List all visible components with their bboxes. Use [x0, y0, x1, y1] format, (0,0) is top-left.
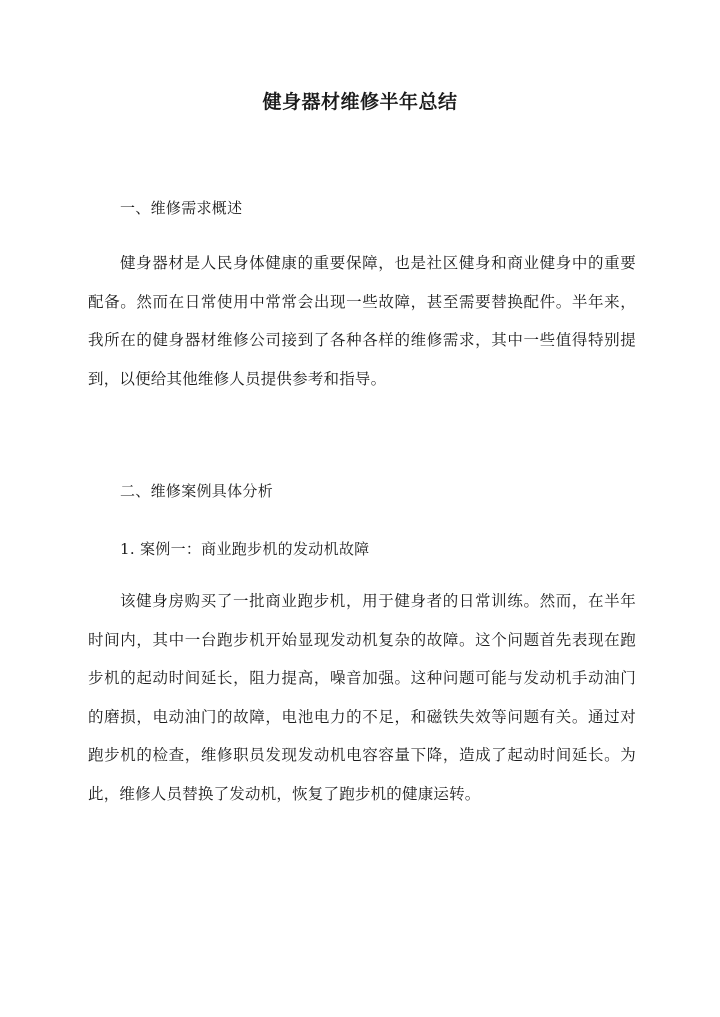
case-1-heading: 1. 案例一：商业跑步机的发动机故障 — [120, 540, 370, 558]
case-1-paragraph: 该健身房购买了一批商业跑步机，用于健身者的日常训练。然而，在半年时间内，其中一台跑步机开始显现发动机复杂的故障。这个问题首先表现在跑步机的起动时间延长，阻力提高，噪音加强。这种问题可能与发动机手动油门的磨损，电动油门的故障，电池电力的不足，和磁铁失效等问题有关。通过对跑步机的检查，维修职员发现发动机电容容量下降，造成了起动时间延长。为此，维修人员替换了发动机，恢复了跑步机的健康运转。 — [88, 592, 636, 803]
section-1-heading: 一、维修需求概述 — [120, 199, 243, 217]
section-2-heading: 二、维修案例具体分析 — [120, 482, 274, 500]
section-1-paragraph: 健身器材是人民身体健康的重要保障，也是社区健身和商业健身中的重要配备。然而在日常使用中常常会出现一些故障，甚至需要替换配件。半年来，我所在的健身器材维修公司接到了各种各样的维修需求，其中一些值得特别提到，以便给其他维修人员提供参考和指导。 — [88, 254, 636, 388]
document-title: 健身器材维修半年总结 — [262, 91, 458, 113]
